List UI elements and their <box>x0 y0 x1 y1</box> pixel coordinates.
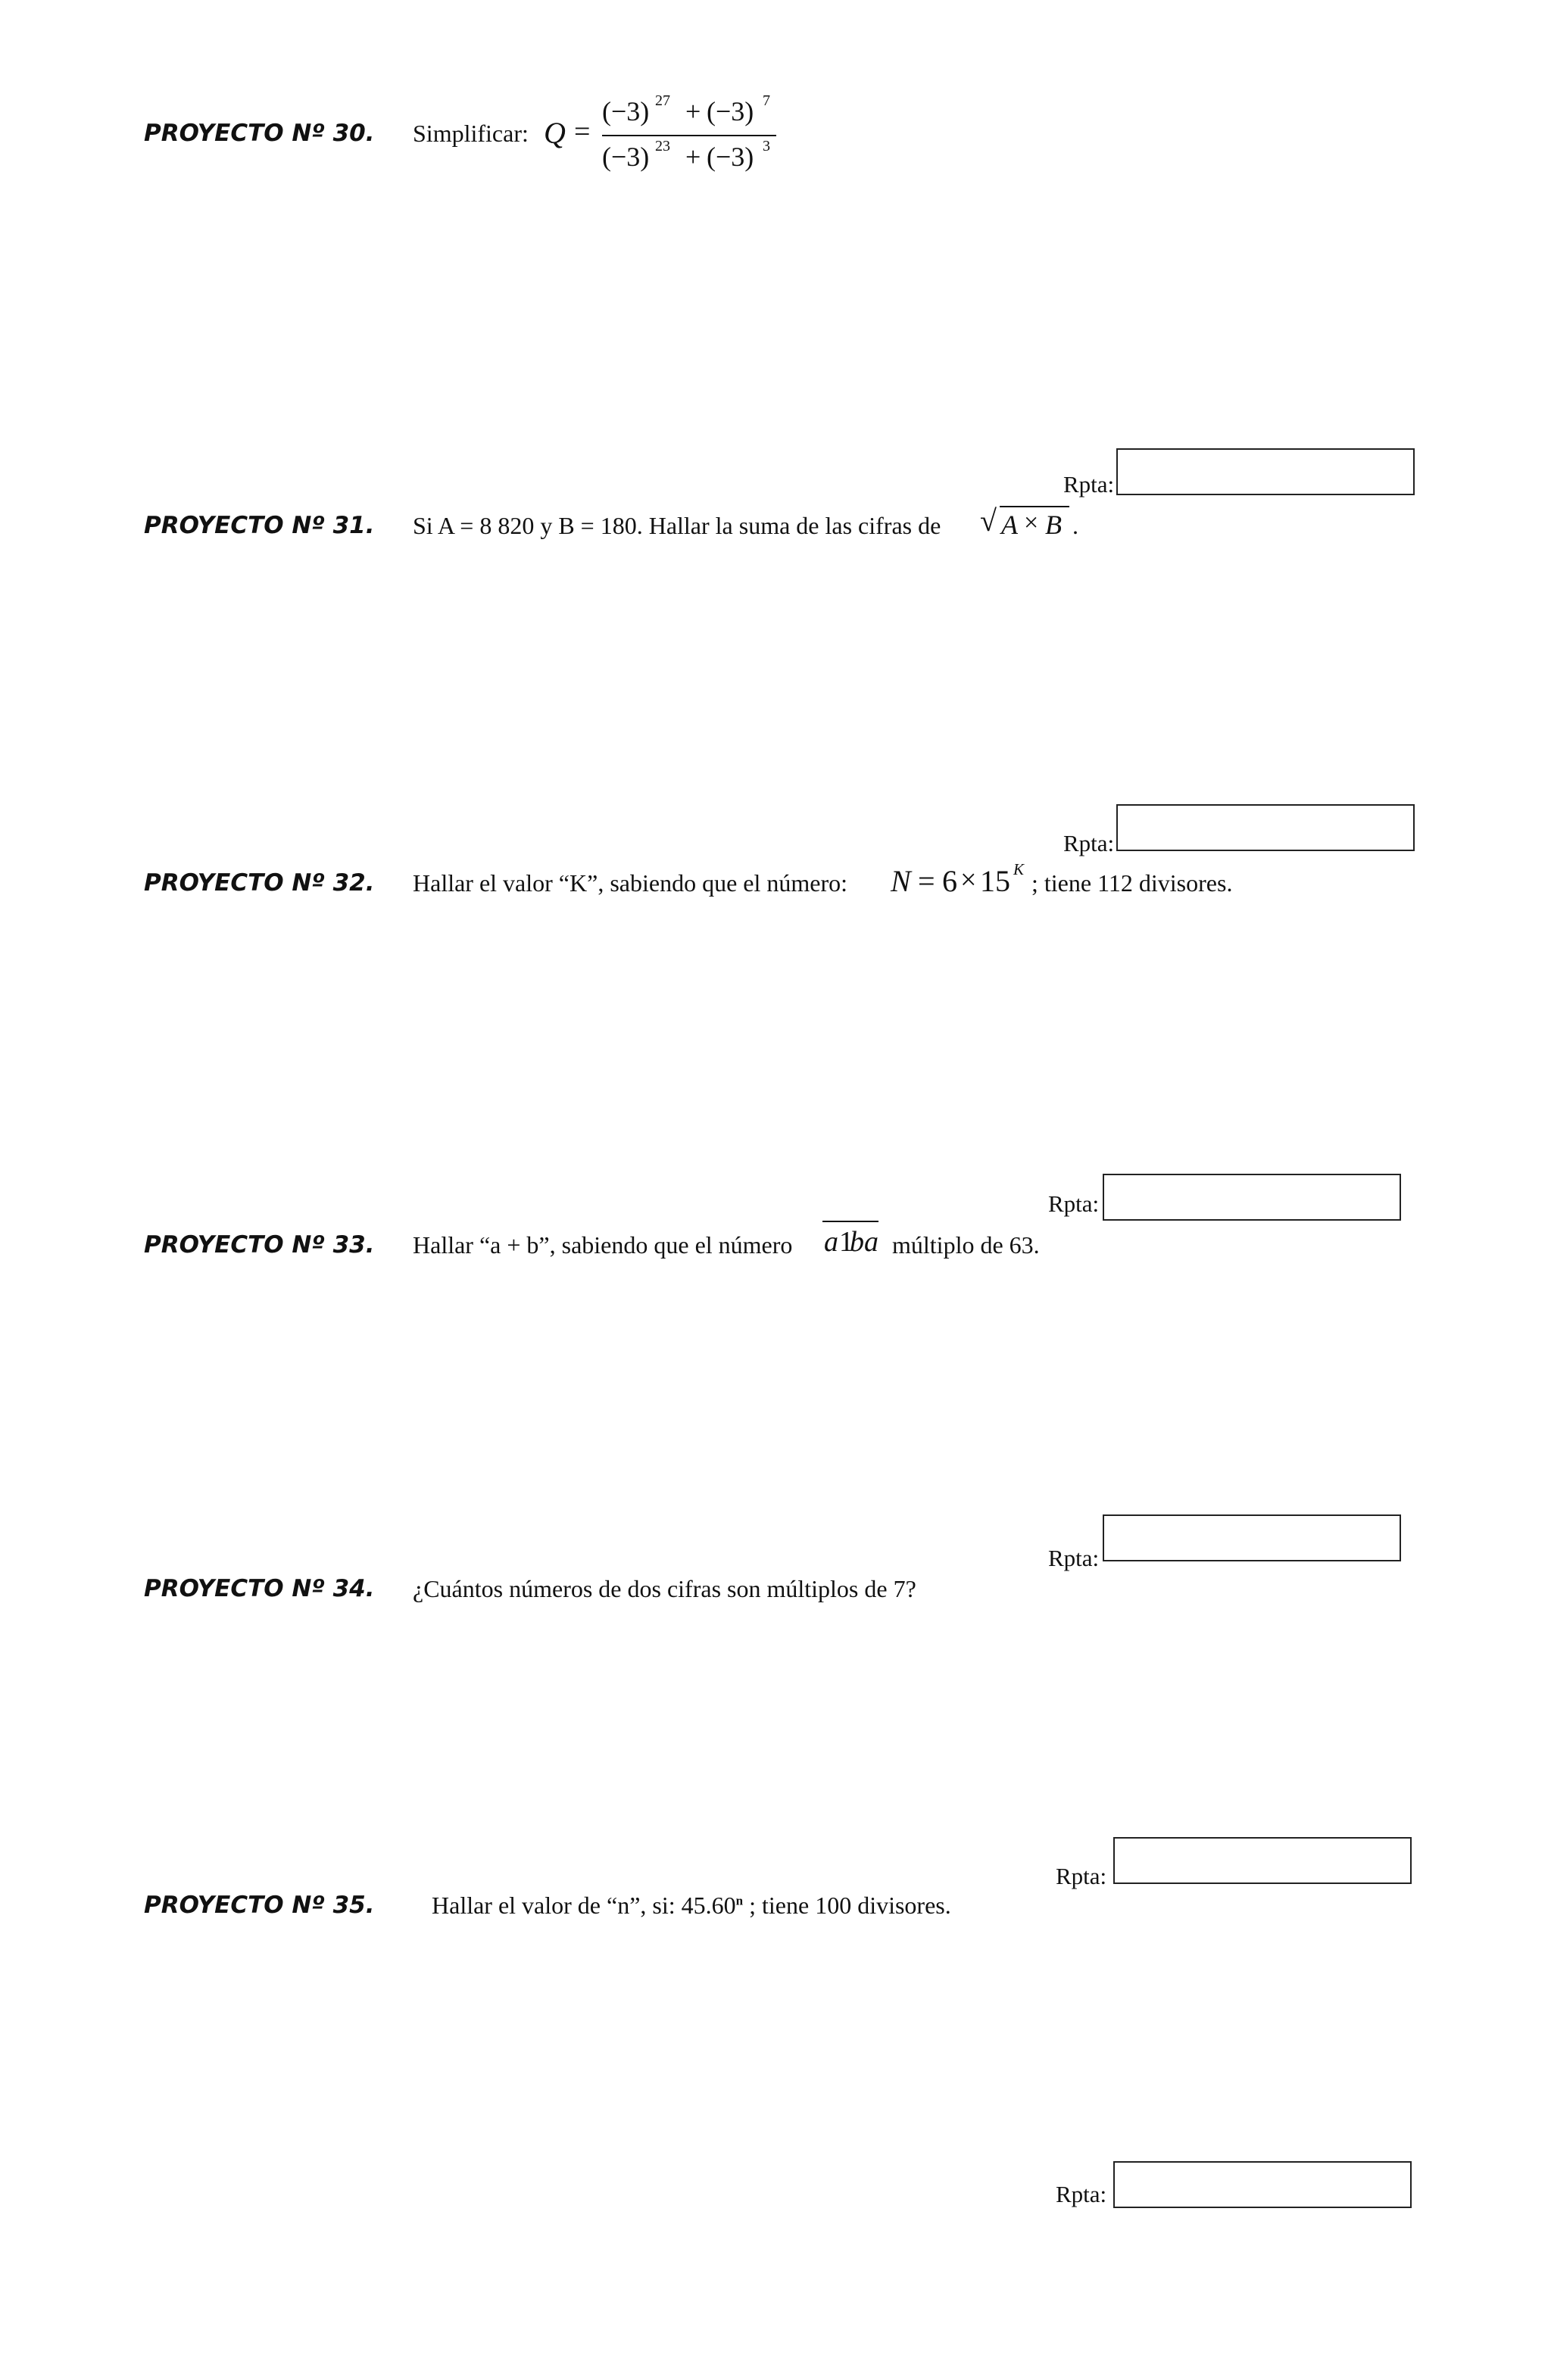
num-base-1: (−3) <box>602 96 650 126</box>
problem-33-digit-a: a <box>824 1226 838 1258</box>
problem-31-sqrt: √ <box>980 504 997 538</box>
problem-35-rpta-label: Rpta: <box>1056 2181 1107 2207</box>
problem-30-answer-box[interactable] <box>1116 448 1415 495</box>
problem-31-times: × <box>1024 509 1039 537</box>
fraction-bar <box>602 135 776 136</box>
problem-31-period: . <box>1072 512 1078 539</box>
problem-35-answer-box[interactable] <box>1113 2161 1412 2208</box>
problem-35-text <box>432 1892 951 1920</box>
problem-30-rpta-label: Rpta: <box>1063 471 1115 498</box>
problem-33-rpta-label: Rpta: <box>1048 1545 1100 1571</box>
problem-33-digits-ba: ba <box>850 1226 878 1258</box>
problem-32-rpta-label: Rpta: <box>1048 1190 1100 1217</box>
problem-34-label: PROYECTO Nº 34. <box>144 1575 375 1602</box>
problem-32-text: Hallar el valor “K”, sabiendo que el número: <box>413 869 847 897</box>
problem-32-answer-box[interactable] <box>1103 1174 1401 1221</box>
problem-33-label: PROYECTO Nº 33. <box>144 1231 375 1259</box>
den-exp-1: 23 <box>655 138 670 154</box>
problem-33-text: Hallar “a + b”, sabiendo que el número <box>413 1231 793 1259</box>
num-base-2: (−3) <box>707 96 754 126</box>
problem-31-answer-box[interactable] <box>1116 804 1415 851</box>
den-plus: + <box>685 142 701 172</box>
problem-34-rpta-label: Rpta: <box>1056 1863 1107 1889</box>
problem-32-six: 6 <box>942 864 957 898</box>
problem-31-radicand-b: B <box>1045 510 1062 540</box>
num-exp-1: 27 <box>655 92 670 109</box>
den-base-2: (−3) <box>707 142 754 172</box>
problem-30-label: PROYECTO Nº 30. <box>144 120 375 147</box>
problem-32-exp-k: K <box>1013 860 1025 878</box>
num-exp-2: 7 <box>763 92 770 109</box>
problem-31-label: PROYECTO Nº 31. <box>144 512 375 539</box>
problem-35-text-prefix: Hallar el valor de “n”, si: 45.60 <box>432 1892 736 1919</box>
problem-32-n: N <box>891 864 911 898</box>
problem-34-text: ¿Cuántos números de dos cifras son múltiplos de 7? <box>413 1575 916 1602</box>
den-exp-2: 3 <box>763 138 770 154</box>
problem-32-times: × <box>960 864 977 896</box>
problem-35-text-suffix: ; tiene 100 divisores. <box>743 1892 951 1919</box>
num-plus: + <box>685 96 701 126</box>
problem-32-after: ; tiene 112 divisores. <box>1031 869 1233 897</box>
problem-30-fraction <box>602 89 784 180</box>
problem-30-equals: = <box>574 116 591 148</box>
problem-33-after: múltiplo de 63. <box>892 1231 1040 1259</box>
sqrt-overline <box>1000 506 1069 507</box>
problem-34-answer-box[interactable] <box>1113 1837 1412 1884</box>
problem-32-eq: = <box>918 864 935 898</box>
problem-32-fifteen: 15 <box>980 864 1010 898</box>
problem-35-exp-n: n <box>735 1893 744 1908</box>
den-base-1: (−3) <box>602 142 650 172</box>
problem-30-var-q: Q <box>544 116 566 150</box>
problem-31-text: Si A = 8 820 y B = 180. Hallar la suma de las cifras de <box>413 512 941 539</box>
problem-32-label: PROYECTO Nº 32. <box>144 869 375 897</box>
problem-31-radicand-a: A <box>1001 510 1018 540</box>
problem-33-digit-1: 1 <box>839 1226 854 1258</box>
number-overline <box>822 1221 878 1222</box>
problem-31-rpta-label: Rpta: <box>1063 830 1115 856</box>
problem-30-intro: Simplificar: <box>413 120 529 147</box>
problem-33-answer-box[interactable] <box>1103 1514 1401 1561</box>
problem-35-label: PROYECTO Nº 35. <box>144 1892 375 1919</box>
